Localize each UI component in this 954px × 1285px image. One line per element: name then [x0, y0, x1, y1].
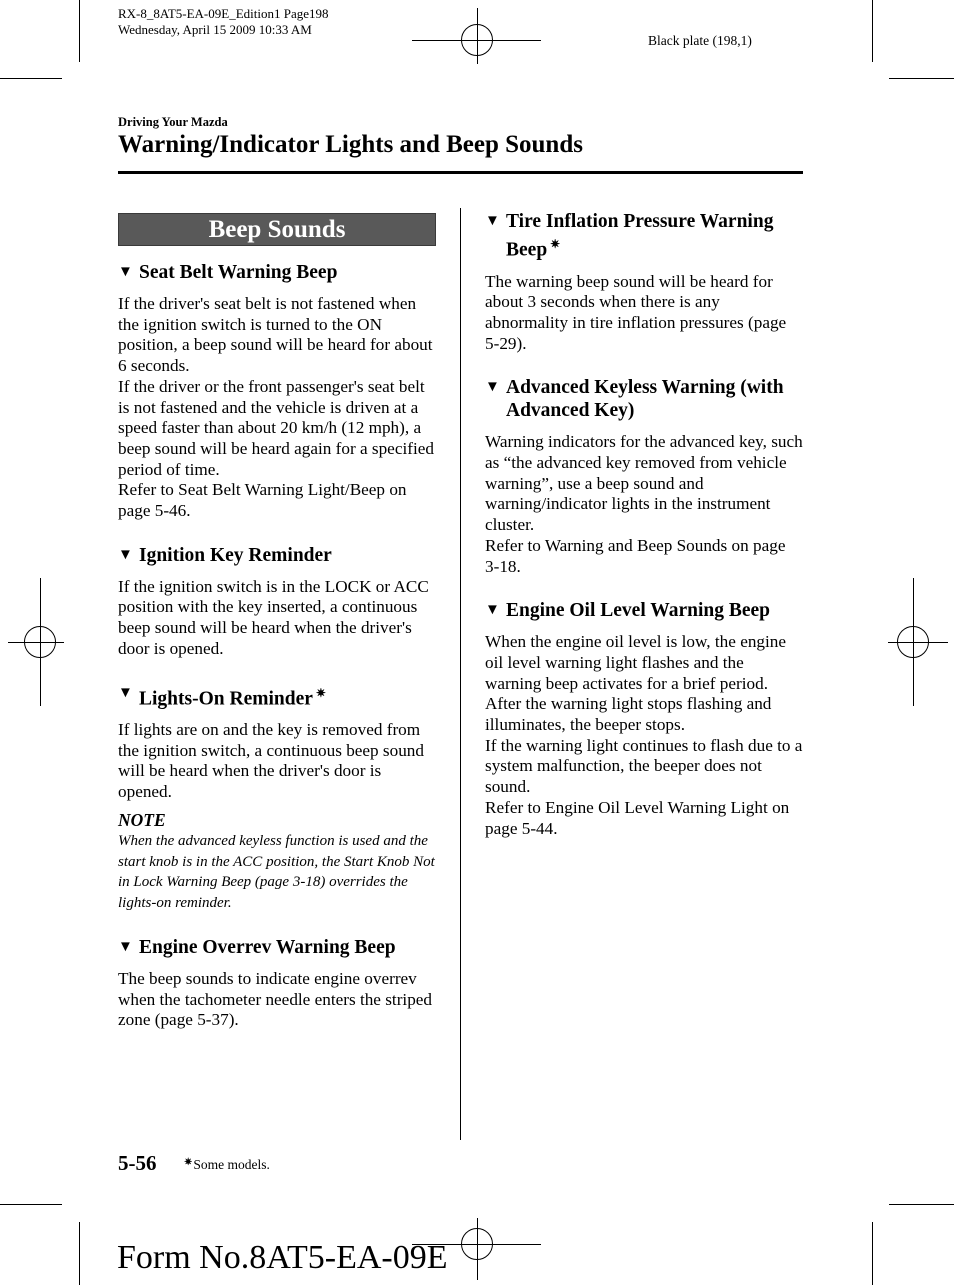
crop-mark — [0, 78, 62, 79]
some-models-star-icon: ✷ — [550, 237, 561, 251]
topic-paragraph: If the driver's seat belt is not fastened when the ignition switch is turned to the ON position, a beep sound will be heard for about 6 seconds. — [118, 294, 433, 376]
page-number: 5-56 — [118, 1151, 157, 1175]
section-banner: Beep Sounds — [118, 213, 436, 246]
title-rule — [118, 171, 803, 174]
topic-paragraph: If the driver or the front passenger's seat belt is not fastened and the vehicle is driven at a speed faster than about 20 km/h (12 mph), a beep sound will be heard again for a specified period of time. — [118, 376, 434, 479]
topic-paragraph: If lights are on and the key is removed from the ignition switch, a continuous beep sound will be heard when the driver's door is opened. — [118, 720, 424, 802]
crop-mark — [79, 1222, 80, 1285]
topic-heading — [485, 210, 803, 262]
topic-heading-text: Engine Oil Level Warning Beep — [506, 600, 771, 622]
crop-mark — [79, 0, 80, 62]
crop-mark — [872, 1222, 873, 1285]
topic-heading — [485, 599, 803, 622]
print-info-line: RX-8_8AT5-EA-09E_Edition1 Page198 — [118, 6, 329, 21]
topic-paragraph: Refer to Engine Oil Level Warning Light on page 5-44. — [485, 797, 790, 838]
crop-mark — [477, 1218, 478, 1280]
form-number: Form No.8AT5-EA-09E — [117, 1239, 448, 1276]
topic-seat-belt — [118, 261, 436, 522]
note-label: NOTE — [118, 809, 166, 830]
page-title: Warning/Indicator Lights and Beep Sounds — [118, 131, 583, 158]
footnote-text: Some models. — [193, 1157, 270, 1172]
crop-mark — [889, 1204, 954, 1205]
note-text: When the advanced keyless function is used and the start knob is in the ACC position, the Start Knob Not in Lock Warning Beep (page 3-18) overrides the lights-on reminder. — [118, 832, 435, 912]
crop-mark — [889, 78, 954, 79]
topic-heading — [485, 376, 803, 422]
triangle-down-icon: ▼ — [485, 379, 500, 396]
left-column — [118, 213, 436, 1053]
topic-paragraph: Refer to Warning and Beep Sounds on page 3-18. — [485, 535, 786, 576]
triangle-down-icon: ▼ — [485, 602, 500, 619]
right-column — [485, 210, 803, 861]
topic-heading-label: Tire Inflation Pressure Warning Beep — [506, 211, 774, 261]
some-models-star-icon: ✷ — [315, 685, 326, 700]
footnote — [184, 1157, 270, 1173]
some-models-star-icon: ✷ — [184, 1157, 193, 1168]
topic-lights-on — [118, 682, 436, 915]
topic-paragraph: When the engine oil level is low, the engine oil level warning light flashes and the warning beep activates for a brief period. After the warning light stops flashing and illuminates, the beeper stops. — [485, 632, 787, 735]
triangle-down-icon: ▼ — [118, 546, 133, 563]
topic-heading — [118, 682, 436, 711]
triangle-down-icon: ▼ — [118, 939, 133, 956]
topic-ignition-key — [118, 544, 436, 660]
topic-heading-text: Engine Overrev Warning Beep — [139, 937, 396, 959]
triangle-down-icon: ▼ — [485, 213, 500, 229]
print-info-line: Wednesday, April 15 2009 10:33 AM — [118, 22, 312, 37]
topic-tire-inflation — [485, 210, 803, 354]
print-info — [118, 6, 329, 38]
triangle-down-icon: ▼ — [118, 684, 133, 701]
topic-advanced-keyless — [485, 376, 803, 577]
topic-engine-oil — [485, 599, 803, 839]
topic-paragraph: Refer to Seat Belt Warning Light/Beep on page 5-46. — [118, 480, 407, 521]
topic-paragraph: The warning beep sound will be heard for about 3 seconds when there is any abnormality in tire inflation pressures (page 5-29). — [485, 271, 787, 353]
topic-heading — [118, 544, 436, 567]
crop-mark — [8, 642, 64, 643]
topic-heading-text — [506, 210, 803, 262]
topic-heading — [118, 936, 436, 959]
topic-paragraph: Warning indicators for the advanced key, such as “the advanced key removed from vehicle warning”, use a beep sound and warning/indicator lights in the instrument cluster. — [485, 432, 803, 535]
topic-heading — [118, 261, 436, 284]
topic-heading-label: Lights-On Reminder — [139, 688, 313, 710]
section-label: Driving Your Mazda — [118, 115, 228, 129]
crop-mark — [888, 642, 948, 643]
crop-mark — [477, 8, 478, 64]
topic-engine-overrev — [118, 936, 436, 1031]
topic-paragraph: If the warning light continues to flash due to a system malfunction, the beeper does not sound. — [485, 735, 803, 797]
crop-mark — [872, 0, 873, 62]
topic-heading-text: Ignition Key Reminder — [139, 544, 332, 566]
topic-heading-text — [139, 682, 436, 711]
column-divider — [460, 208, 461, 1140]
plate-label: Black plate (198,1) — [648, 33, 752, 48]
triangle-down-icon: ▼ — [118, 264, 133, 280]
topic-paragraph: If the ignition switch is in the LOCK or ACC position with the key inserted, a continuous beep sound will be heard when the driver's door is opened. — [118, 576, 429, 658]
topic-heading-text: Advanced Keyless Warning (with Advanced Key) — [506, 377, 784, 422]
topic-paragraph: The beep sounds to indicate engine overrev when the tachometer needle enters the striped zone (page 5-37). — [118, 969, 433, 1030]
topic-heading-text: Seat Belt Warning Beep — [139, 262, 338, 283]
crop-mark — [0, 1204, 62, 1205]
